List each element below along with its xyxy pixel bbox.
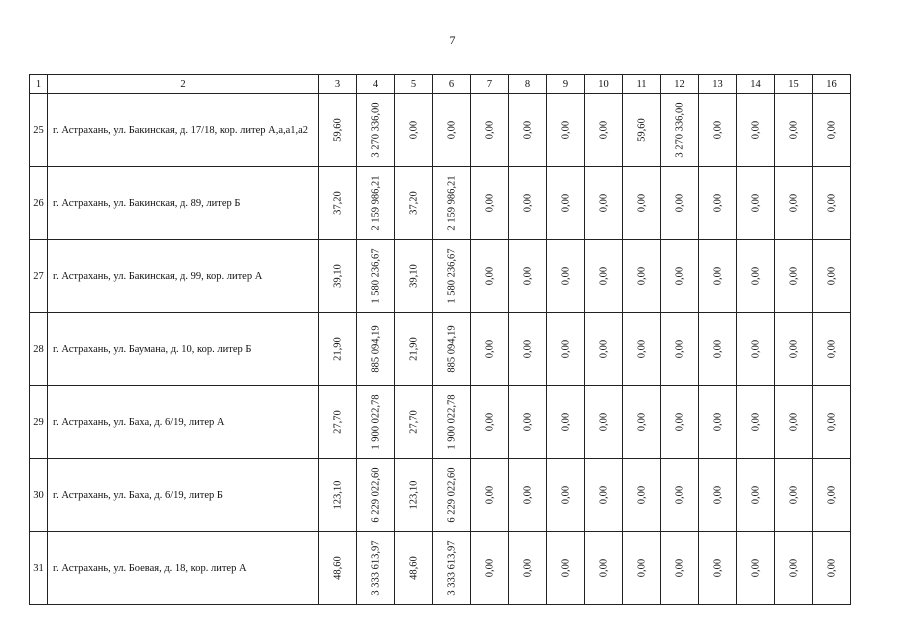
value-cell — [813, 313, 851, 386]
value-text: 6 229 022,60 — [446, 467, 457, 523]
value-cell — [585, 94, 623, 167]
value-cell — [471, 313, 509, 386]
header-cell: 3 — [319, 75, 357, 94]
value-text: 0,00 — [598, 120, 609, 140]
table-body — [30, 75, 851, 605]
value-text: 21,90 — [332, 337, 343, 361]
value-text: 0,00 — [522, 485, 533, 505]
value-cell — [737, 386, 775, 459]
header-cell: 10 — [585, 75, 623, 94]
value-cell — [775, 532, 813, 605]
value-text: 21,90 — [408, 337, 419, 361]
value-cell — [775, 240, 813, 313]
value-cell — [547, 240, 585, 313]
value-cell — [433, 94, 471, 167]
value-text: 0,00 — [826, 485, 837, 505]
value-text: 0,00 — [636, 266, 647, 286]
value-text: 0,00 — [560, 412, 571, 432]
value-cell — [813, 532, 851, 605]
value-cell — [623, 240, 661, 313]
value-text: 0,00 — [788, 120, 799, 140]
value-cell — [775, 94, 813, 167]
row-number: 26 — [30, 167, 48, 240]
header-cell: 13 — [699, 75, 737, 94]
value-text: 37,20 — [408, 191, 419, 215]
value-cell — [547, 167, 585, 240]
value-text: 0,00 — [788, 485, 799, 505]
header-cell: 4 — [357, 75, 395, 94]
header-cell: 16 — [813, 75, 851, 94]
value-text: 1 900 022,78 — [370, 394, 381, 450]
value-text: 0,00 — [826, 558, 837, 578]
value-text: 0,00 — [636, 339, 647, 359]
value-cell — [661, 459, 699, 532]
value-text: 0,00 — [674, 339, 685, 359]
value-text: 0,00 — [408, 120, 419, 140]
value-cell — [585, 313, 623, 386]
value-cell — [623, 532, 661, 605]
value-text: 0,00 — [484, 558, 495, 578]
value-text: 3 333 613,97 — [446, 540, 457, 596]
table-row — [30, 386, 851, 459]
value-cell — [737, 94, 775, 167]
value-text: 1 580 236,67 — [370, 248, 381, 304]
value-cell — [813, 94, 851, 167]
value-cell — [509, 167, 547, 240]
value-cell — [661, 167, 699, 240]
value-cell — [699, 532, 737, 605]
value-text: 0,00 — [484, 485, 495, 505]
value-text: 0,00 — [560, 485, 571, 505]
value-text: 0,00 — [560, 120, 571, 140]
value-cell — [319, 313, 357, 386]
value-cell — [357, 386, 395, 459]
value-cell — [699, 459, 737, 532]
value-text: 0,00 — [826, 266, 837, 286]
table-row — [30, 313, 851, 386]
value-cell — [395, 240, 433, 313]
value-cell — [699, 167, 737, 240]
value-text: 0,00 — [522, 339, 533, 359]
value-cell — [813, 459, 851, 532]
value-text: 123,10 — [332, 480, 343, 510]
value-cell — [357, 94, 395, 167]
header-cell: 15 — [775, 75, 813, 94]
value-text: 48,60 — [408, 556, 419, 580]
value-text: 0,00 — [484, 412, 495, 432]
address-cell: г. Астрахань, ул. Боевая, д. 18, кор. литер А — [48, 532, 319, 605]
address-cell: г. Астрахань, ул. Баумана, д. 10, кор. литер Б — [48, 313, 319, 386]
value-text: 0,00 — [636, 193, 647, 213]
value-text: 0,00 — [750, 266, 761, 286]
value-cell — [319, 94, 357, 167]
value-text: 0,00 — [560, 266, 571, 286]
value-cell — [585, 386, 623, 459]
value-cell — [623, 94, 661, 167]
value-text: 0,00 — [598, 558, 609, 578]
value-text: 0,00 — [674, 266, 685, 286]
value-cell — [623, 459, 661, 532]
value-text: 0,00 — [484, 266, 495, 286]
value-text: 1 900 022,78 — [446, 394, 457, 450]
row-number: 25 — [30, 94, 48, 167]
row-number: 29 — [30, 386, 48, 459]
value-text: 2 159 986,21 — [370, 175, 381, 231]
value-cell — [433, 459, 471, 532]
value-cell — [319, 240, 357, 313]
header-cell: 14 — [737, 75, 775, 94]
value-text: 0,00 — [598, 339, 609, 359]
value-text: 0,00 — [826, 412, 837, 432]
value-text: 39,10 — [408, 264, 419, 288]
header-row — [30, 75, 851, 94]
value-cell — [509, 94, 547, 167]
value-cell — [357, 532, 395, 605]
value-text: 0,00 — [788, 558, 799, 578]
value-text: 0,00 — [598, 485, 609, 505]
value-cell — [623, 386, 661, 459]
value-cell — [433, 386, 471, 459]
value-cell — [547, 459, 585, 532]
value-text: 3 270 336,00 — [370, 102, 381, 158]
value-cell — [813, 167, 851, 240]
value-cell — [699, 240, 737, 313]
value-text: 27,70 — [408, 410, 419, 434]
value-cell — [661, 94, 699, 167]
value-text: 39,10 — [332, 264, 343, 288]
value-cell — [357, 459, 395, 532]
value-cell — [471, 167, 509, 240]
value-text: 0,00 — [484, 193, 495, 213]
value-text: 0,00 — [446, 120, 457, 140]
value-text: 0,00 — [788, 193, 799, 213]
address-cell: г. Астрахань, ул. Бакинская, д. 17/18, кор. литер А,а,а1,а2 — [48, 94, 319, 167]
value-cell — [661, 240, 699, 313]
value-text: 0,00 — [826, 193, 837, 213]
value-cell — [395, 532, 433, 605]
value-cell — [319, 459, 357, 532]
table-row — [30, 459, 851, 532]
value-cell — [547, 94, 585, 167]
value-text: 59,60 — [332, 118, 343, 142]
row-number: 30 — [30, 459, 48, 532]
header-cell: 12 — [661, 75, 699, 94]
value-cell — [395, 313, 433, 386]
table-row — [30, 532, 851, 605]
value-text: 3 333 613,97 — [370, 540, 381, 596]
value-cell — [547, 532, 585, 605]
value-text: 0,00 — [484, 339, 495, 359]
value-text: 0,00 — [788, 412, 799, 432]
value-cell — [699, 94, 737, 167]
value-text: 0,00 — [674, 558, 685, 578]
value-cell — [737, 459, 775, 532]
value-text: 123,10 — [408, 480, 419, 510]
value-text: 0,00 — [560, 339, 571, 359]
value-text: 0,00 — [598, 193, 609, 213]
value-text: 0,00 — [522, 266, 533, 286]
address-cell: г. Астрахань, ул. Баха, д. 6/19, литер Б — [48, 459, 319, 532]
value-text: 0,00 — [484, 120, 495, 140]
value-text: 3 270 336,00 — [674, 102, 685, 158]
value-cell — [471, 240, 509, 313]
value-cell — [585, 532, 623, 605]
value-text: 59,60 — [636, 118, 647, 142]
value-text: 0,00 — [560, 558, 571, 578]
value-text: 0,00 — [750, 412, 761, 432]
value-text: 6 229 022,60 — [370, 467, 381, 523]
value-cell — [433, 532, 471, 605]
value-cell — [585, 167, 623, 240]
value-cell — [471, 459, 509, 532]
header-cell: 7 — [471, 75, 509, 94]
value-text: 0,00 — [750, 558, 761, 578]
value-cell — [623, 167, 661, 240]
address-cell: г. Астрахань, ул. Бакинская, д. 89, литер Б — [48, 167, 319, 240]
value-text: 0,00 — [712, 339, 723, 359]
value-cell — [775, 386, 813, 459]
row-number: 28 — [30, 313, 48, 386]
value-cell — [699, 313, 737, 386]
value-cell — [623, 313, 661, 386]
value-cell — [775, 459, 813, 532]
value-cell — [433, 313, 471, 386]
value-text: 0,00 — [826, 120, 837, 140]
value-cell — [509, 313, 547, 386]
value-text: 0,00 — [712, 558, 723, 578]
value-cell — [509, 240, 547, 313]
value-cell — [547, 313, 585, 386]
header-cell: 9 — [547, 75, 585, 94]
value-text: 0,00 — [788, 266, 799, 286]
data-table — [29, 74, 851, 605]
value-cell — [699, 386, 737, 459]
table-row — [30, 167, 851, 240]
page-number: 7 — [449, 33, 456, 47]
value-text: 0,00 — [712, 412, 723, 432]
value-text: 885 094,19 — [446, 325, 457, 373]
value-cell — [813, 240, 851, 313]
value-text: 27,70 — [332, 410, 343, 434]
header-cell: 11 — [623, 75, 661, 94]
value-cell — [395, 167, 433, 240]
value-text: 0,00 — [674, 412, 685, 432]
header-cell: 1 — [30, 75, 48, 94]
value-cell — [775, 313, 813, 386]
value-text: 0,00 — [750, 120, 761, 140]
row-number: 27 — [30, 240, 48, 313]
value-text: 0,00 — [712, 193, 723, 213]
value-cell — [395, 94, 433, 167]
value-text: 0,00 — [674, 485, 685, 505]
value-text: 48,60 — [332, 556, 343, 580]
value-text: 37,20 — [332, 191, 343, 215]
value-text: 0,00 — [712, 120, 723, 140]
value-cell — [319, 532, 357, 605]
header-cell: 8 — [509, 75, 547, 94]
value-cell — [585, 459, 623, 532]
table-row — [30, 94, 851, 167]
value-text: 0,00 — [522, 120, 533, 140]
value-cell — [813, 386, 851, 459]
value-cell — [737, 240, 775, 313]
value-text: 0,00 — [674, 193, 685, 213]
value-cell — [661, 386, 699, 459]
value-cell — [319, 386, 357, 459]
header-cell: 2 — [48, 75, 319, 94]
value-cell — [471, 94, 509, 167]
value-text: 0,00 — [522, 193, 533, 213]
value-cell — [661, 313, 699, 386]
value-text: 0,00 — [522, 412, 533, 432]
value-cell — [509, 459, 547, 532]
value-text: 0,00 — [750, 485, 761, 505]
value-cell — [319, 167, 357, 240]
value-cell — [433, 240, 471, 313]
value-cell — [775, 167, 813, 240]
value-text: 0,00 — [788, 339, 799, 359]
value-cell — [357, 313, 395, 386]
value-text: 0,00 — [636, 485, 647, 505]
value-cell — [737, 532, 775, 605]
value-text: 0,00 — [636, 558, 647, 578]
row-number: 31 — [30, 532, 48, 605]
value-cell — [395, 459, 433, 532]
table-row — [30, 240, 851, 313]
address-cell: г. Астрахань, ул. Бакинская, д. 99, кор. литер А — [48, 240, 319, 313]
value-text: 2 159 986,21 — [446, 175, 457, 231]
value-cell — [661, 532, 699, 605]
value-text: 0,00 — [826, 339, 837, 359]
value-text: 0,00 — [712, 266, 723, 286]
header-cell: 5 — [395, 75, 433, 94]
value-text: 0,00 — [636, 412, 647, 432]
value-cell — [509, 532, 547, 605]
value-text: 1 580 236,67 — [446, 248, 457, 304]
address-cell: г. Астрахань, ул. Баха, д. 6/19, литер А — [48, 386, 319, 459]
value-cell — [357, 167, 395, 240]
value-cell — [509, 386, 547, 459]
value-cell — [737, 313, 775, 386]
value-cell — [395, 386, 433, 459]
value-cell — [547, 386, 585, 459]
value-text: 0,00 — [598, 412, 609, 432]
header-cell: 6 — [433, 75, 471, 94]
value-text: 0,00 — [560, 193, 571, 213]
value-cell — [471, 532, 509, 605]
value-text: 0,00 — [712, 485, 723, 505]
value-cell — [585, 240, 623, 313]
value-cell — [471, 386, 509, 459]
value-cell — [357, 240, 395, 313]
value-text: 0,00 — [598, 266, 609, 286]
value-text: 0,00 — [522, 558, 533, 578]
value-text: 885 094,19 — [370, 325, 381, 373]
value-cell — [737, 167, 775, 240]
value-cell — [433, 167, 471, 240]
value-text: 0,00 — [750, 193, 761, 213]
value-text: 0,00 — [750, 339, 761, 359]
